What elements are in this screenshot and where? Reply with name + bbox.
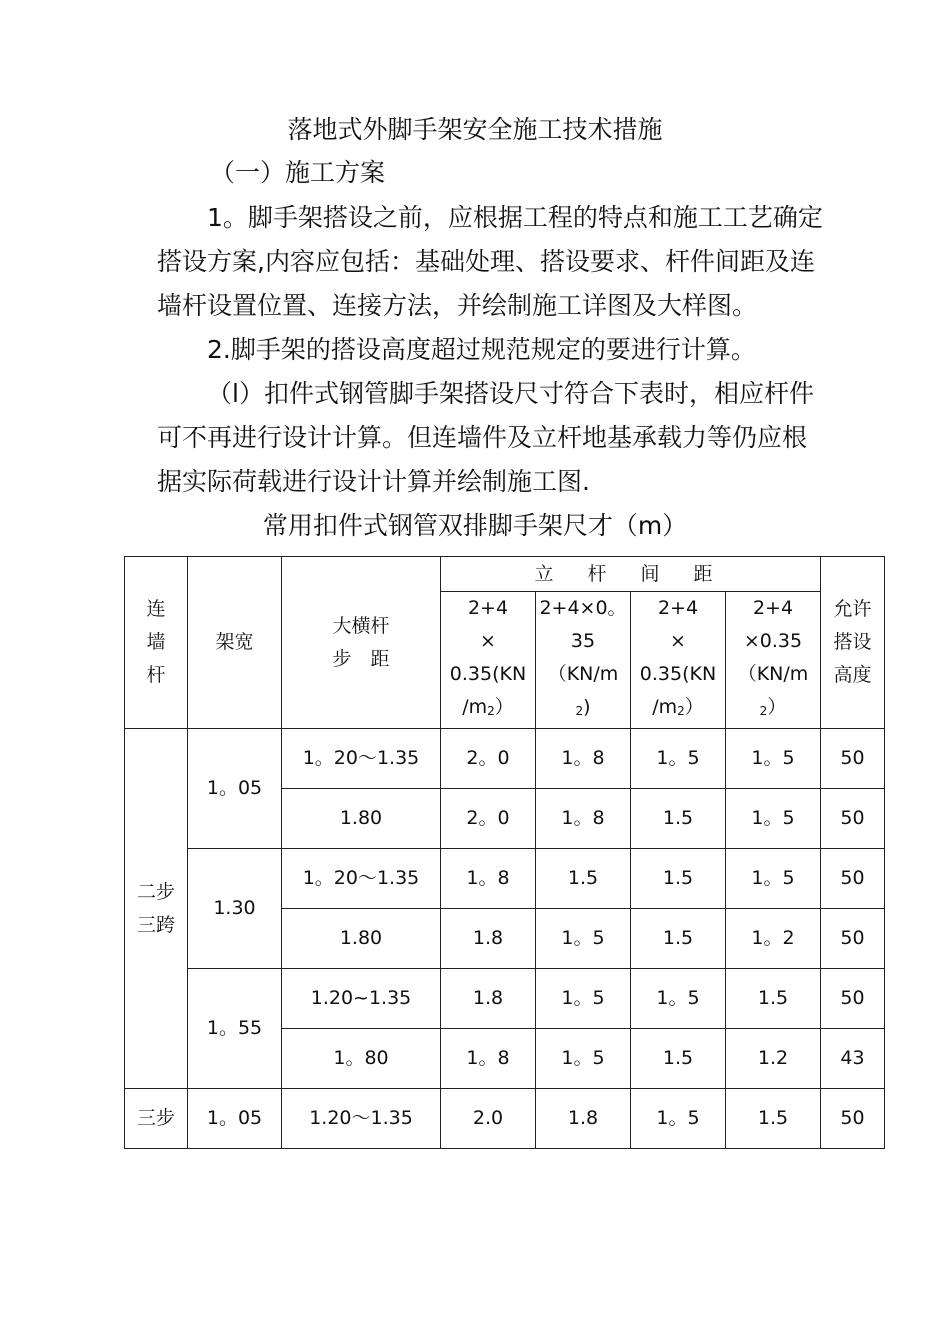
table-cell: 50 [821,729,885,789]
table-cell: 1。5 [726,849,821,909]
table-cell: 1.8 [441,909,536,969]
table-cell: 50 [821,849,885,909]
table-cell: 1.8 [441,969,536,1029]
table-cell: 1。8 [536,789,631,849]
header-load-4: 2+4 ×0.35 （KN/m 2） [726,592,821,729]
table-cell: 1.5 [631,909,726,969]
header-step: 大横杆 步 距 [282,557,441,729]
table-cell: 1.5 [536,849,631,909]
paragraph-3: （l）扣件式钢管脚手架搭设尺寸符合下表时，相应杆件可不再进行设计计算。但连墙件及立杆地基承载力等仍应根据实际荷载进行设计计算并绘制施工图. [157,379,814,496]
table-cell: 1。5 [631,729,726,789]
group-two-step-three-span: 二步 三跨 [125,729,188,1089]
table-cell: 50 [821,969,885,1029]
table-cell: 1.8 [536,1089,631,1149]
table-cell: 1。5 [726,789,821,849]
table-cell: 1.80 [282,789,441,849]
table-row [125,849,885,909]
scaffold-dimension-table [124,556,885,1149]
table-cell: 2.0 [441,1089,536,1149]
table-cell: 50 [821,1089,885,1149]
header-post-spacing: 立 杆 间 距 [441,557,821,592]
table-cell: 1.5 [631,789,726,849]
table-cell: 1。5 [631,1089,726,1149]
frame-width-cell: 1。05 [188,1089,282,1149]
table-cell: 1。8 [441,1029,536,1089]
group-three-step: 三步 [125,1089,188,1149]
table-cell: 2。0 [441,789,536,849]
header-load-2: 2+4×0。 35 （KN/m 2) [536,592,631,729]
table-cell: 1。80 [282,1029,441,1089]
table-cell: 1。5 [631,969,726,1029]
header-allowed-height: 允许 搭设 高度 [821,557,885,729]
table-cell: 1。5 [536,1029,631,1089]
table-cell: 1。20～1.35 [282,849,441,909]
frame-width-cell: 1.30 [188,849,282,969]
table-caption: 常用扣件式钢管双排脚手架尺才（m） [262,511,688,540]
table-cell: 1.5 [631,1029,726,1089]
table-cell: 1。2 [726,909,821,969]
table-cell: 1.20～1.35 [282,1089,441,1149]
table-cell: 1。8 [536,729,631,789]
table-row [125,729,885,789]
paragraph-2: 2.脚手架的搭设高度超过规范规定的要进行计算。 [207,335,756,364]
table-row [125,1089,885,1149]
table-cell: 43 [821,1029,885,1089]
table-cell: 1.80 [282,909,441,969]
document-title: 落地式外脚手架安全施工技术措施 [287,115,663,144]
header-load-1: 2+4 × 0.35(KN /m2） [441,592,536,729]
table-cell: 1.2 [726,1029,821,1089]
header-wall-tie: 连 墙 杆 [125,557,188,729]
table-cell: 2。0 [441,729,536,789]
frame-width-cell: 1。55 [188,969,282,1089]
header-load-3: 2+4 × 0.35(KN /m2） [631,592,726,729]
table-cell: 1。5 [726,729,821,789]
table-cell: 1.5 [726,1089,821,1149]
header-frame-width: 架宽 [188,557,282,729]
frame-width-cell: 1。05 [188,729,282,849]
table-cell: 50 [821,909,885,969]
table-cell: 1.5 [631,849,726,909]
table-cell: 1。5 [536,909,631,969]
table-cell: 1。5 [536,969,631,1029]
table-cell: 1.5 [726,969,821,1029]
table-row [125,969,885,1029]
table-cell: 1.20~1.35 [282,969,441,1029]
paragraph-1: 1。脚手架搭设之前，应根据工程的特点和施工工艺确定搭设方案,内容应包括：基础处理、搭设要求、杆件间距及连墙杆设置位置、连接方法，并绘制施工详图及大样图。 [157,203,823,320]
table-cell: 50 [821,789,885,849]
table-cell: 1。8 [441,849,536,909]
table-cell: 1。20～1.35 [282,729,441,789]
section-heading: （一）施工方案 [210,158,386,187]
